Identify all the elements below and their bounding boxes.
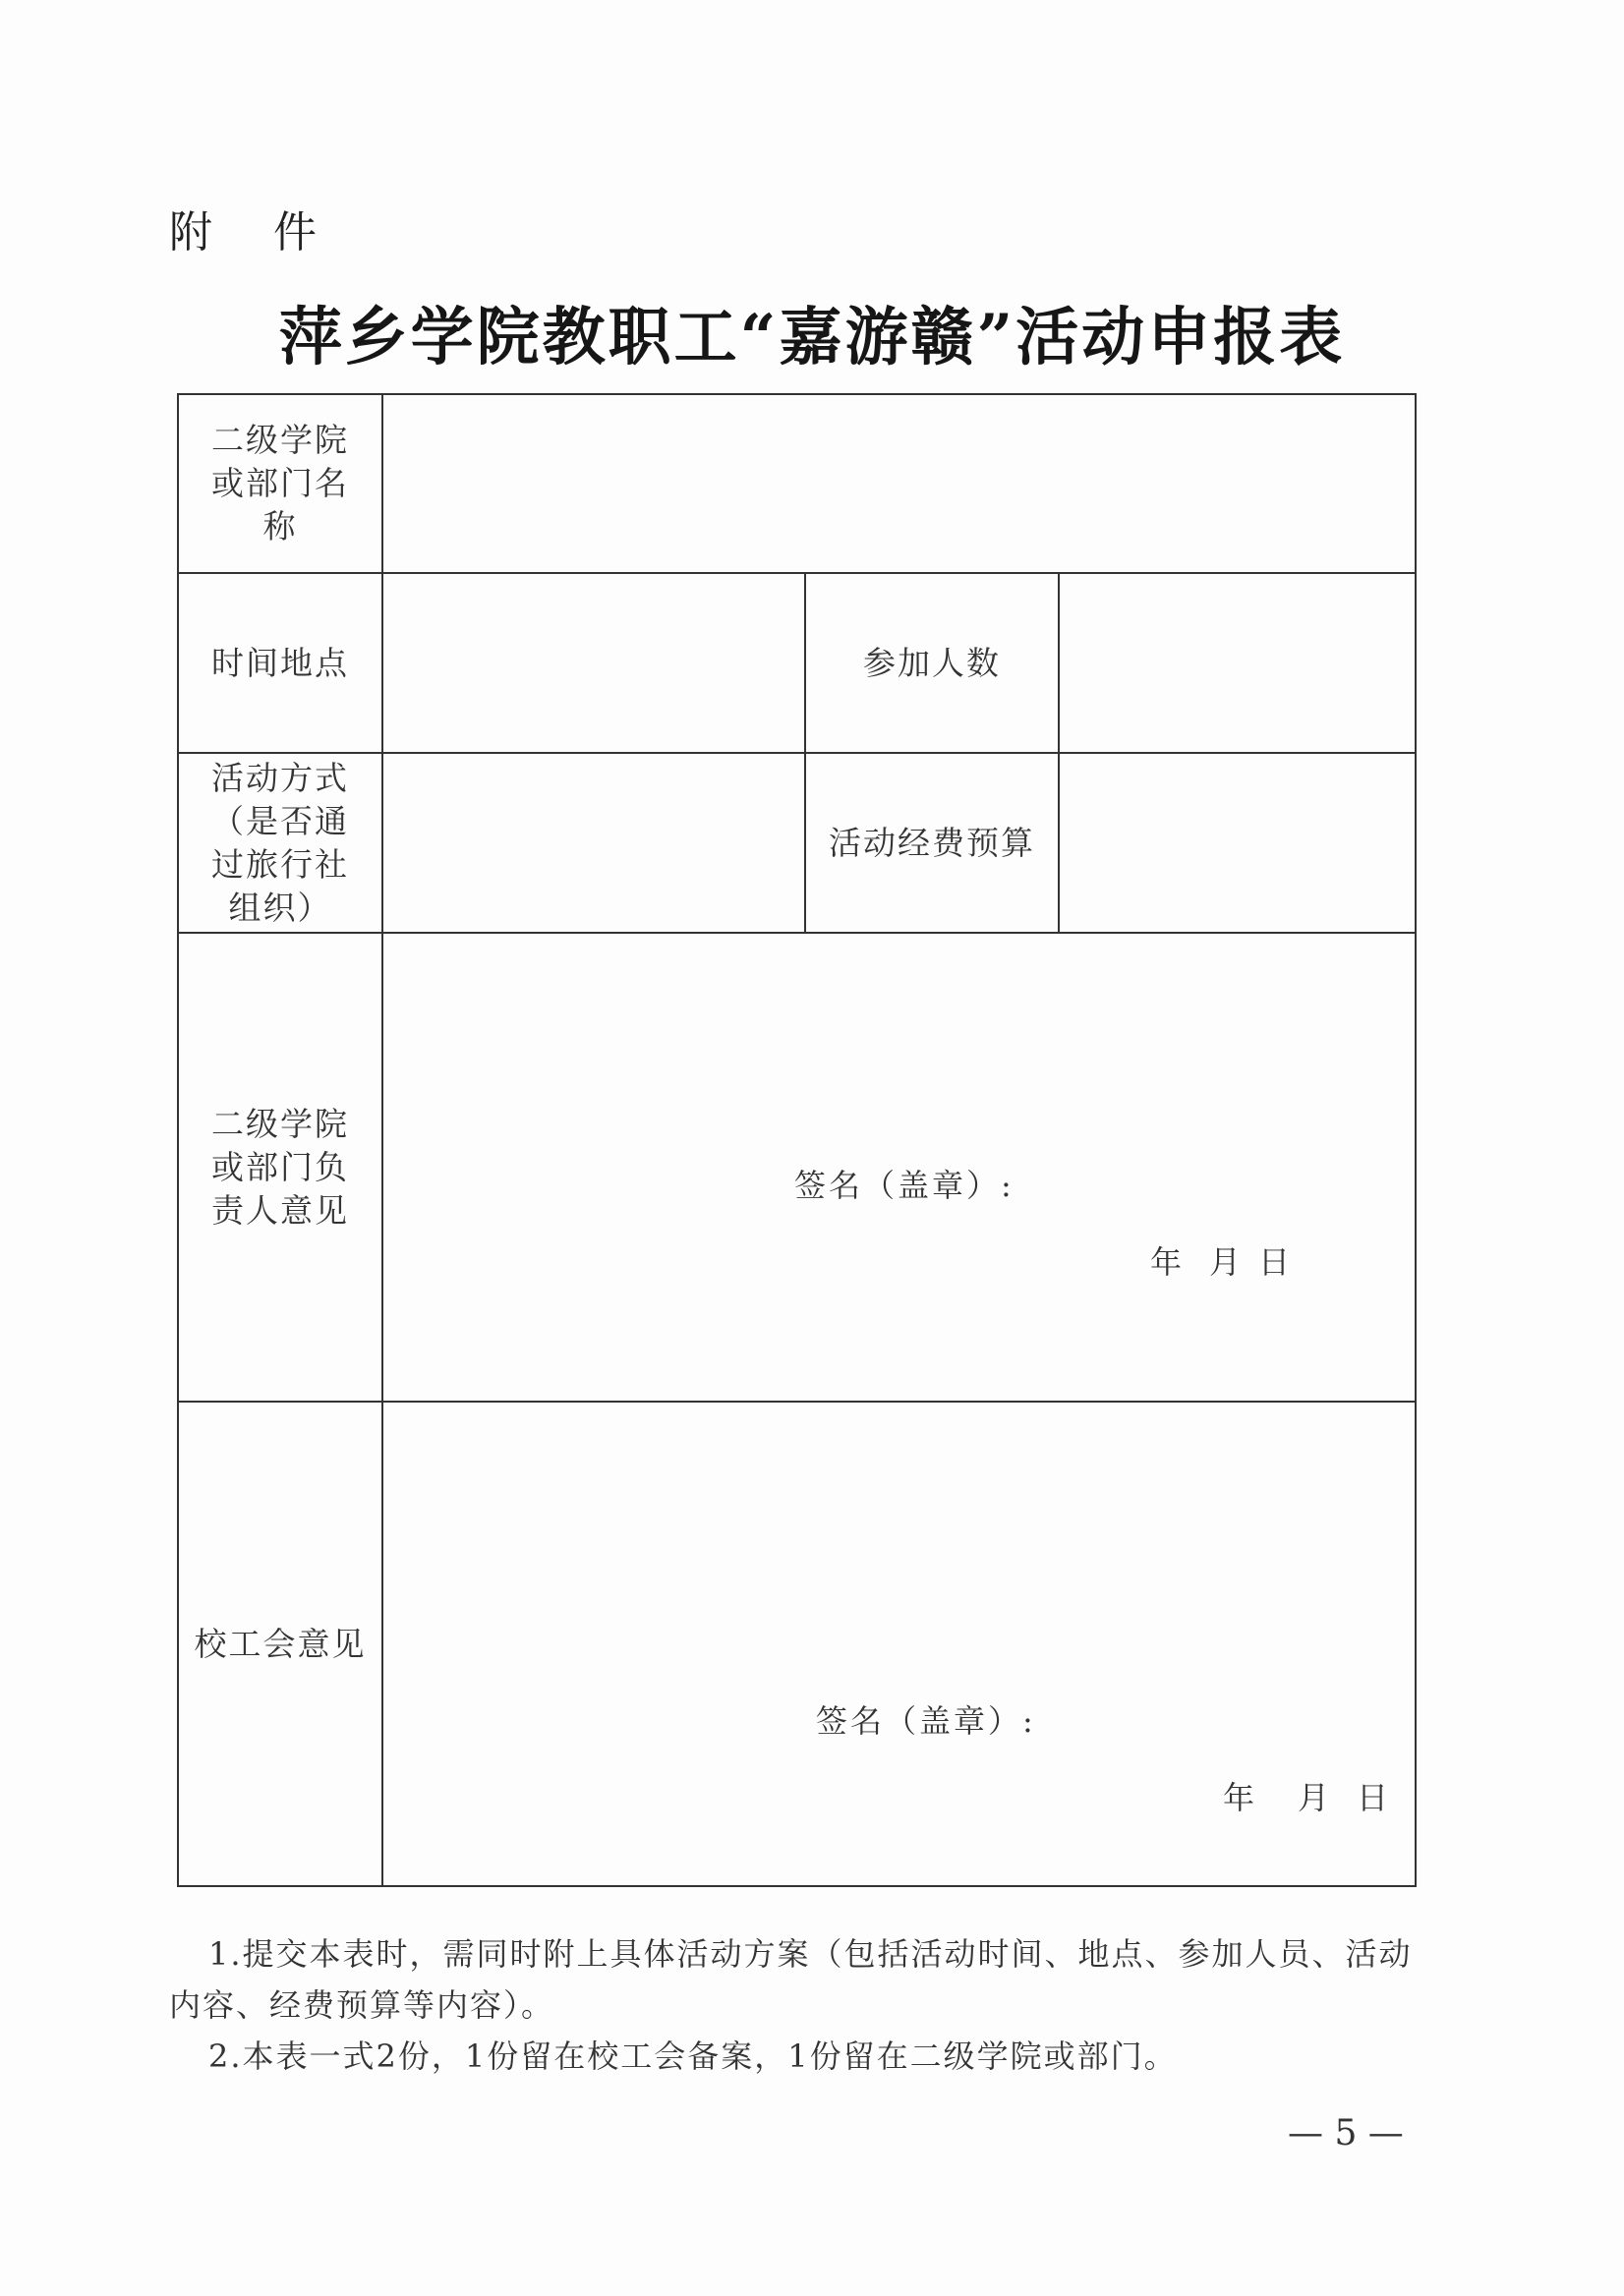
- form-title: 萍乡学院教职工“嘉游赣”活动申报表: [278, 301, 1346, 374]
- budget-label: 活动经费预算: [805, 753, 1059, 933]
- note-item: 1.提交本表时，需同时附上具体活动方案（包括活动时间、地点、参加人员、活动内容、经费预算等内容）。: [169, 1935, 1413, 2024]
- time-place-label: 时间地点: [178, 573, 382, 753]
- dept-name-field[interactable]: [382, 394, 1416, 573]
- leader-opinion-field[interactable]: [382, 933, 1416, 1402]
- notes: [169, 1928, 1437, 2082]
- leader-opinion-label: 二级学院或部门负责人意见: [178, 933, 382, 1402]
- union-opinion-field[interactable]: [382, 1402, 1416, 1886]
- union-date-month: 月: [1298, 1779, 1332, 1816]
- leader-date-month: 月: [1209, 1243, 1244, 1281]
- union-opinion-label: 校工会意见: [178, 1402, 382, 1886]
- union-date-year: 年: [1223, 1779, 1257, 1816]
- attachment-label: 附件: [169, 207, 377, 258]
- budget-field[interactable]: [1059, 753, 1416, 933]
- dept-name-label: 二级学院或部门名称: [178, 394, 382, 573]
- leader-signature-label: 签名（盖章）:: [794, 1167, 1015, 1204]
- application-form-table: [177, 393, 1417, 1887]
- note-item: 2.本表一式2份，1份留在校工会备案，1份留在二级学院或部门。: [208, 2038, 1178, 2075]
- time-place-field[interactable]: [382, 573, 805, 753]
- leader-date-day: 日: [1258, 1243, 1293, 1281]
- participants-field[interactable]: [1059, 573, 1416, 753]
- leader-date-year: 年: [1150, 1243, 1185, 1281]
- page-number: — 5 —: [1288, 2113, 1404, 2153]
- participants-label: 参加人数: [805, 573, 1059, 753]
- activity-method-label: 活动方式（是否通过旅行社组织）: [178, 753, 382, 933]
- activity-method-field[interactable]: [382, 753, 805, 933]
- union-signature-label: 签名（盖章）:: [816, 1702, 1036, 1740]
- union-date-day: 日: [1357, 1779, 1391, 1816]
